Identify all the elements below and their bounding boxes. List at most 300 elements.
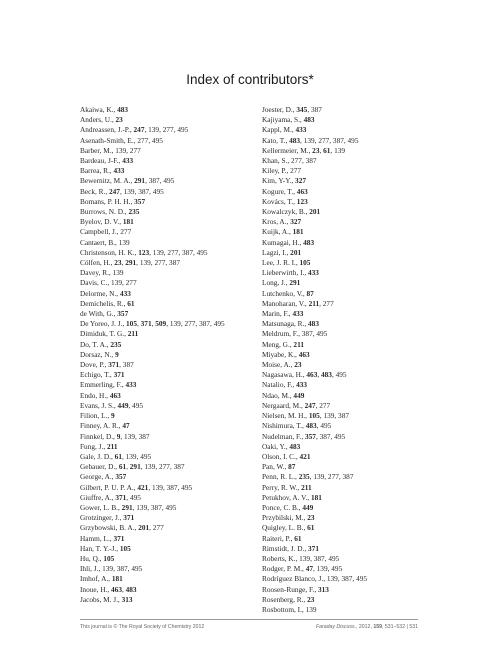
contributor-name: Lutchenko, V., — [262, 288, 305, 298]
page-references — [307, 513, 314, 522]
page-reference: 371 — [123, 513, 135, 523]
index-entry — [262, 360, 462, 370]
contributor-name: Gale, J. D., — [80, 451, 113, 461]
page-references — [290, 166, 301, 175]
page-references — [128, 207, 139, 216]
page-reference: 495 — [196, 247, 208, 257]
index-entry — [80, 534, 280, 544]
page-references: 345, 387 — [296, 105, 322, 114]
contributor-name: Khan, S., — [262, 156, 290, 166]
page-references: 277, 495 — [137, 135, 163, 145]
index-entry — [262, 554, 462, 564]
contributor-name: Evans, J. S., — [80, 400, 116, 410]
page-reference: 291 — [134, 176, 146, 186]
page-references: 105, 139, 387 — [308, 411, 349, 421]
page-reference: 371 — [108, 360, 120, 370]
contributors-column-left — [80, 105, 280, 605]
page-reference: 139 — [326, 574, 338, 584]
index-entry — [262, 289, 462, 299]
contributor-name: Kato, T., — [262, 135, 288, 145]
contributor-name: Davis, C., — [80, 278, 110, 288]
page-references — [303, 238, 314, 247]
contributor-name: Joester, D., — [262, 105, 295, 114]
contributor-name: Ndao, M., — [262, 390, 292, 400]
index-entry — [80, 452, 280, 462]
page-reference: 291 — [129, 462, 141, 472]
page-references — [128, 329, 139, 338]
page-references: 9, 139, 387 — [116, 431, 150, 441]
page-reference: 495 — [177, 125, 189, 135]
page-references — [311, 493, 322, 502]
page-reference: 495 — [181, 482, 193, 492]
page-references — [296, 380, 307, 389]
contributor-name: Raiteri, P., — [262, 533, 293, 543]
page-reference: 201 — [290, 247, 302, 257]
contributor-name: Finney, A. R., — [80, 421, 121, 431]
index-entry — [262, 227, 462, 237]
page-references — [117, 309, 128, 318]
contributor-name: Asenath-Smith, E., — [80, 135, 136, 145]
page-reference: 201 — [138, 523, 150, 533]
page-references: 139, 387, 495 — [326, 574, 368, 584]
index-entry — [80, 574, 280, 584]
contributor-name: Kumagai, H., — [262, 237, 302, 247]
page-references: 463, 483 — [111, 584, 137, 594]
contributor-name: Quigley, L. B., — [262, 523, 306, 533]
page-reference: 123 — [296, 196, 308, 206]
contributor-name: Christenson, H. K., — [80, 247, 137, 257]
page-reference: 139 — [151, 482, 163, 492]
contributor-name: Meldrum, F., — [262, 329, 300, 339]
page-reference: 387 — [332, 135, 344, 145]
contributor-name: Rimstidt, J. D., — [262, 543, 307, 553]
index-entry — [262, 309, 462, 319]
page-reference: 495 — [334, 431, 346, 441]
page-title: Index of contributors* — [186, 72, 314, 87]
index-entry — [80, 442, 280, 452]
index-entry — [262, 452, 462, 462]
page-references — [289, 278, 300, 287]
page-reference: 211 — [293, 339, 304, 349]
page-reference: 495 — [129, 492, 141, 502]
journal-page-range: , 531–532 — [382, 624, 406, 630]
page-references — [111, 411, 115, 420]
contributor-name: Bewernitz, M. A., — [80, 176, 133, 186]
index-entry — [80, 197, 280, 207]
index-entry — [80, 411, 280, 421]
contributor-name: Echigo, T., — [80, 370, 112, 380]
page-reference: 495 — [165, 502, 177, 512]
index-entry — [80, 258, 280, 268]
page-references — [112, 574, 123, 583]
page-references: 61, 291, 139, 277, 387 — [118, 462, 185, 472]
page-references — [125, 380, 136, 389]
page-references: 247, 277 — [304, 400, 331, 410]
page-reference: 139 — [124, 431, 135, 441]
page-reference: 291 — [121, 502, 133, 512]
page-references — [301, 483, 312, 492]
page-reference: 433 — [125, 380, 137, 390]
page-reference: 181 — [111, 574, 123, 584]
contributor-name: Delorme, N., — [80, 288, 119, 298]
page-reference: 495 — [356, 574, 368, 584]
index-entry — [262, 544, 462, 554]
page-references: 123, 139, 277, 387, 495 — [138, 247, 208, 257]
page-reference: 139 — [305, 604, 317, 614]
contributor-name: Gower, L. B., — [80, 502, 120, 512]
page-reference: 277 — [159, 462, 170, 472]
page-reference: 387 — [305, 156, 317, 166]
page-reference: 139 — [102, 564, 114, 574]
page-reference: 277 — [129, 145, 141, 155]
index-entry — [80, 544, 280, 554]
contributor-name: Andreassen, J.-P., — [80, 125, 132, 135]
index-entry — [80, 238, 280, 248]
page-references — [300, 452, 311, 461]
page-references: 357, 387, 495 — [305, 431, 346, 441]
page-reference: 421 — [137, 482, 149, 492]
index-entry — [262, 493, 462, 503]
contributor-name: Petukhov, A. V., — [262, 492, 310, 502]
index-entry — [262, 258, 462, 268]
contributor-name: Rodríguez Blanco, J., — [262, 574, 326, 584]
page-reference: 495 — [320, 421, 332, 431]
contributor-name: Han, T. Y.-J., — [80, 543, 119, 553]
page-references: 139, 387, 495 — [102, 564, 143, 574]
page-reference: 23 — [307, 513, 315, 523]
index-entry — [262, 166, 462, 176]
index-entry — [80, 207, 280, 217]
page-reference: 483 — [289, 135, 301, 145]
contributor-name: Anders, U., — [80, 115, 114, 125]
page-references: 371, 387 — [108, 360, 134, 370]
contributor-name: Endo, H., — [80, 390, 108, 400]
page-reference: 463 — [109, 390, 121, 400]
page-reference: 495 — [152, 186, 164, 196]
page-references — [302, 503, 313, 512]
contributor-name: Gebauer, D., — [80, 462, 117, 472]
contributor-name: Dorsaz, N., — [80, 349, 114, 359]
index-entry — [262, 534, 462, 544]
index-entry — [262, 136, 462, 146]
page-references: 23, 61, 139 — [312, 145, 346, 155]
index-entry — [80, 554, 280, 564]
page-reference: 139 — [115, 145, 127, 155]
index-entry — [262, 350, 462, 360]
contributor-name: Giuffre, A., — [80, 492, 114, 502]
page-reference: 139 — [316, 564, 328, 574]
page-reference: 61 — [294, 533, 302, 543]
index-entry — [262, 329, 462, 339]
page-reference: 277 — [290, 166, 302, 176]
contributor-name: Meng, G., — [262, 339, 292, 349]
index-entry — [262, 513, 462, 523]
contributor-name: Kuijk, A., — [262, 227, 291, 237]
index-entry — [80, 595, 280, 605]
page-reference: 139 — [118, 237, 130, 247]
page-reference: 387 — [182, 247, 193, 257]
page-references: 235, 139, 277, 387 — [298, 472, 354, 482]
page-references — [103, 554, 114, 563]
index-entry — [262, 462, 462, 472]
contributor-name: Davey, R., — [80, 268, 111, 278]
index-entry — [80, 248, 280, 258]
page-reference: 211 — [301, 482, 312, 492]
contributor-name: Pan, W., — [262, 462, 287, 472]
index-entry — [262, 442, 462, 452]
page-references: 387, 495 — [301, 329, 328, 339]
page-reference: 433 — [296, 380, 308, 390]
page-number: 531 — [409, 624, 418, 630]
page-reference: 47 — [305, 564, 313, 574]
index-entry — [262, 380, 462, 390]
page-reference: 495 — [328, 553, 340, 563]
page-references — [122, 421, 129, 430]
page-reference: 291 — [125, 258, 137, 268]
contributor-name: De Yoreo, J. J., — [80, 319, 125, 329]
index-entry — [262, 248, 462, 258]
contributors-column-right — [262, 105, 462, 615]
page-reference: 357 — [305, 431, 316, 441]
contributor-name: Cantaert, B., — [80, 237, 117, 247]
page-reference: 387 — [338, 411, 349, 421]
page-references — [110, 340, 121, 349]
page-reference: 247 — [133, 125, 145, 135]
index-entry — [80, 309, 280, 319]
index-entry — [80, 350, 280, 360]
contributor-name: Rodger, P. M., — [262, 564, 304, 574]
index-entry — [262, 605, 462, 615]
page-reference: 387 — [301, 329, 313, 339]
page-references: 247, 139, 387, 495 — [109, 186, 164, 196]
page-reference: 235 — [128, 207, 140, 217]
page-reference: 495 — [347, 135, 359, 145]
page-reference: 23 — [115, 115, 123, 125]
index-entry — [80, 360, 280, 370]
page-reference: 371 — [113, 370, 125, 380]
page-reference: 433 — [292, 309, 304, 319]
index-entry — [80, 319, 280, 329]
page-references — [318, 585, 329, 594]
page-references — [122, 595, 133, 604]
page-references: 105, 371, 509, 139, 277, 387, 495 — [126, 319, 225, 329]
index-entry — [262, 595, 462, 605]
page-reference: 387 — [341, 574, 353, 584]
page-reference: 139 — [169, 319, 181, 329]
page-reference: 139 — [334, 145, 346, 155]
contributor-name: Gilbert, P. U. P. A., — [80, 482, 136, 492]
index-entry — [262, 187, 462, 197]
contributor-name: Ihli, J., — [80, 564, 101, 574]
page-reference: 139 — [123, 186, 135, 196]
page-reference: 483 — [303, 115, 315, 125]
page-reference: 433 — [295, 125, 307, 135]
page-reference: 463 — [111, 584, 122, 594]
contributor-name: Lagzi, I., — [262, 247, 289, 257]
page-reference: 495 — [131, 564, 143, 574]
page-reference: 371 — [115, 492, 127, 502]
page-reference: 495 — [151, 135, 163, 145]
contributor-name: Kappl, M., — [262, 125, 294, 135]
page-reference: 483 — [321, 370, 332, 380]
journal-citation — [316, 624, 418, 630]
contributor-name: Finnkel, D., — [80, 431, 115, 441]
page-references: 247, 139, 277, 495 — [133, 125, 189, 135]
contributor-name: Kiley, P., — [262, 166, 289, 176]
page-reference: 105 — [126, 319, 137, 329]
index-entry — [80, 187, 280, 197]
contributor-name: Filion, L., — [80, 411, 110, 421]
contributor-name: Penn, R. L., — [262, 472, 297, 482]
journal-volume: 159 — [373, 624, 382, 630]
page-reference: 495 — [335, 370, 347, 380]
contributor-name: de With, G., — [80, 309, 116, 319]
index-entry — [262, 401, 462, 411]
contributor-name: Kellermeier, M., — [262, 145, 311, 155]
page-reference: 105 — [103, 553, 115, 563]
page-reference: 387 — [150, 502, 162, 512]
page-reference: 277 — [322, 298, 334, 308]
index-entry — [262, 340, 462, 350]
page-reference: 61 — [307, 523, 315, 533]
index-entry — [80, 125, 280, 135]
page-reference: 483 — [308, 319, 319, 329]
index-entry — [262, 483, 462, 493]
page-references: 211, 277 — [308, 298, 334, 308]
page-references — [309, 207, 320, 216]
index-entry — [262, 197, 462, 207]
page-references: 463, 483, 495 — [306, 370, 347, 380]
contributor-name: Bomans, P. H. H., — [80, 196, 133, 206]
page-references: 421, 139, 387, 495 — [137, 482, 193, 492]
contributor-name: Burrows, N. D., — [80, 207, 127, 217]
index-entry — [80, 564, 280, 574]
page-reference: 139 — [144, 462, 156, 472]
page-reference: 105 — [308, 411, 320, 421]
index-entry — [80, 166, 280, 176]
page-reference: 181 — [122, 217, 134, 227]
page-reference: 483 — [289, 441, 301, 451]
journal-year: 2012, — [358, 624, 372, 630]
page-reference: 387 — [166, 482, 178, 492]
index-entry — [80, 503, 280, 513]
page-reference: 211 — [127, 329, 139, 339]
page-reference: 483 — [125, 584, 137, 594]
page-reference: 277 — [319, 400, 331, 410]
page-reference: 235 — [298, 472, 310, 482]
page-references — [290, 248, 301, 257]
page-references — [292, 309, 303, 318]
contributor-name: Kowalczyk, B., — [262, 207, 308, 217]
page-references — [289, 442, 300, 451]
contributor-name: Kogure, T., — [262, 186, 295, 196]
page-reference: 313 — [317, 584, 329, 594]
contributor-name: Roberts, K., — [262, 553, 298, 563]
page-reference: 277 — [152, 523, 164, 533]
page-reference: 139 — [112, 268, 124, 278]
page-references — [308, 268, 319, 277]
page-reference: 387 — [116, 564, 128, 574]
page-reference: 139 — [139, 258, 151, 268]
page-reference: 371 — [308, 543, 319, 553]
index-entry — [80, 146, 280, 156]
contributor-name: Hu, Q., — [80, 553, 102, 563]
contributor-name: Miyabe, K., — [262, 349, 297, 359]
contributor-name: Dove, P., — [80, 360, 107, 370]
page-reference: 495 — [331, 564, 343, 574]
index-entry — [262, 432, 462, 442]
contributor-name: Cölfen, H., — [80, 258, 113, 268]
contributor-name: Hamm, L., — [80, 533, 112, 543]
page-references — [307, 523, 314, 532]
page-reference: 387 — [173, 462, 185, 472]
page-references — [290, 217, 301, 226]
page-reference: 387 — [199, 319, 211, 329]
page-reference: 277 — [184, 319, 196, 329]
page-references: 291, 387, 495 — [134, 176, 175, 186]
page-references: 201, 277 — [138, 523, 164, 533]
contributor-name: Kros, A., — [262, 217, 289, 227]
contributor-name: Lee, J. R. I., — [262, 258, 298, 268]
index-entry — [262, 176, 462, 186]
index-entry — [262, 217, 462, 227]
index-entry — [262, 105, 462, 115]
page-reference: 47 — [122, 421, 130, 431]
page-reference: 139 — [152, 247, 164, 257]
index-entry — [80, 462, 280, 472]
contributor-name: Przybilski, M., — [262, 513, 306, 523]
contributor-name: Nishimura, T., — [262, 421, 304, 431]
contributor-name: Rosenberg, R., — [262, 594, 306, 604]
page-reference: 387 — [313, 553, 325, 563]
page-references — [293, 340, 304, 349]
contributor-name: Manoharan, V., — [262, 298, 307, 308]
page-reference: 291 — [289, 278, 301, 288]
index-entry — [80, 421, 280, 431]
page-reference: 463 — [296, 186, 308, 196]
page-reference: 483 — [303, 237, 315, 247]
index-entry — [262, 574, 462, 584]
contributor-name: George, A., — [80, 472, 114, 482]
contributor-name: Bardeau, J-F., — [80, 156, 121, 166]
page-references — [114, 370, 125, 379]
page-reference: 371 — [113, 533, 125, 543]
index-entry — [80, 483, 280, 493]
page-references — [297, 187, 308, 196]
contributor-name: Barber, M., — [80, 145, 114, 155]
page-references — [120, 227, 131, 236]
index-entry — [80, 513, 280, 523]
page-references: 139, 387, 495 — [299, 553, 340, 563]
page-references — [117, 105, 128, 114]
page-reference: 181 — [310, 492, 322, 502]
page-reference: 277 — [291, 156, 302, 166]
page-references: 47, 139, 495 — [305, 564, 343, 574]
contributor-name: Barrea, R., — [80, 166, 112, 176]
contributor-name: Long, J., — [262, 278, 288, 288]
index-entry — [80, 401, 280, 411]
contributor-name: Kim, Y-Y., — [262, 176, 294, 186]
index-entry — [80, 176, 280, 186]
index-entry — [262, 472, 462, 482]
page-reference: 387 — [319, 431, 331, 441]
page-reference: 357 — [134, 196, 146, 206]
contributor-name: Byelov, D. V., — [80, 217, 122, 227]
page-reference: 139 — [136, 502, 148, 512]
index-entry — [262, 503, 462, 513]
page-reference: 433 — [113, 166, 125, 176]
page-references: 139, 277 — [115, 145, 141, 155]
